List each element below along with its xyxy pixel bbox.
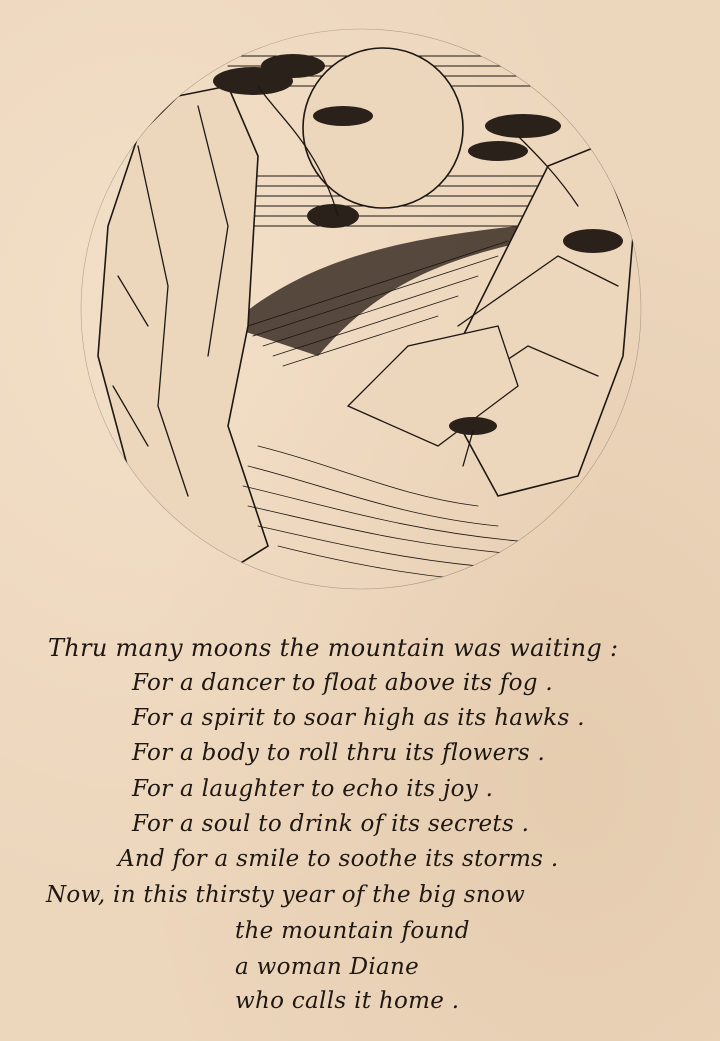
poem-line-9: the mountain found [235,918,470,944]
poem-line-8: Now, in this thirsty year of the big snow [46,882,526,908]
poem-line-4: For a body to roll thru its flowers . [132,740,546,766]
moon-mountain-illustration [78,26,644,592]
poem-line-7: And for a smile to soothe its storms . [118,846,559,872]
right-cliff [438,146,633,496]
poem-line-11: who calls it home . [235,988,460,1014]
poem-line-1: Thru many moons the mountain was waiting : [48,634,619,662]
poem-line-5: For a laughter to echo its joy . [132,776,494,802]
left-cliff [98,86,268,571]
poem-line-2: For a dancer to float above its fog . [132,670,554,696]
poem-line-6: For a soul to drink of its secrets . [132,811,530,837]
poem-line-10: a woman Diane [235,954,420,980]
poem-line-3: For a spirit to soar high as its hawks . [132,705,585,731]
